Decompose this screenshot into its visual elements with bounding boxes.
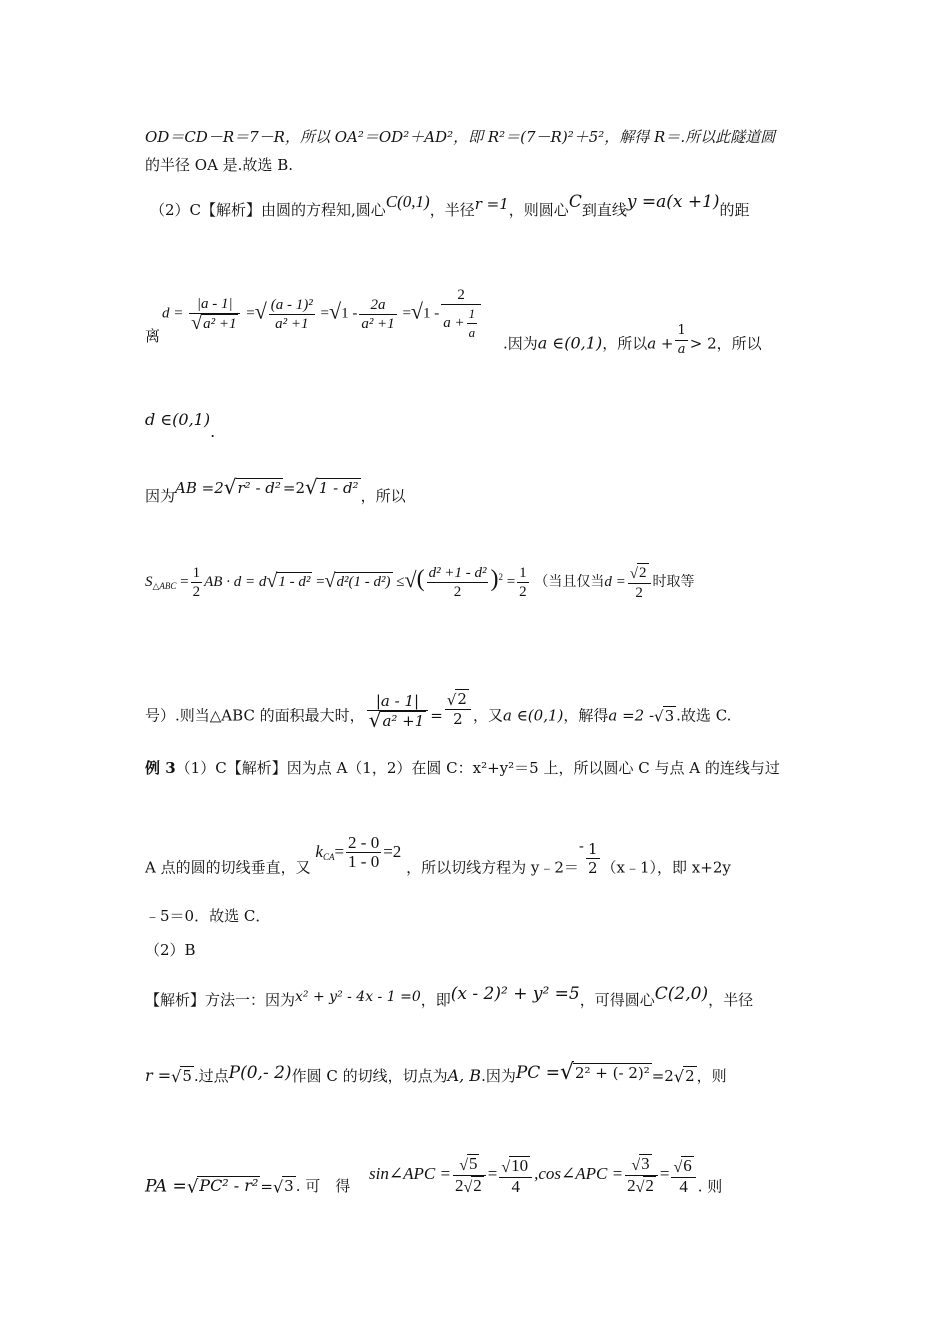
text: ，则圆心 (508, 201, 569, 219)
text-line: OD＝CD－R＝7－R，所以 OA²＝OD²＋AD²，即 R²＝(7－R)²＋5²，解得 R＝.所以此隧道圆 (145, 128, 776, 146)
text: 因为 (145, 487, 176, 505)
k-subscript: CA (322, 851, 335, 862)
fraction (441, 286, 481, 342)
radicand: 2 (685, 1067, 695, 1085)
circle-center: C(2,0) (654, 984, 709, 1004)
numerator: 2 (441, 286, 481, 305)
text: .因为 (503, 334, 538, 353)
text: ，半径 (708, 991, 754, 1009)
cos-label: ,cos∠APC = (534, 1164, 624, 1184)
d-eq: d = (604, 573, 626, 590)
a-value: a =2 - (608, 706, 655, 725)
radicand: 5 (468, 1154, 478, 1173)
circle-equation: x² + y² - 4x - 1 =0 (295, 989, 421, 1005)
denominator: 4 (679, 1176, 688, 1196)
line-equation: y =a(x +1) (626, 192, 720, 212)
text: （1）C【解析】因为点 A（1，2）在圆 C：x²+y²＝5 上，所以圆心 C 与点 A 的连线与过 (175, 759, 780, 777)
numerator: 1 (519, 565, 527, 581)
fraction (427, 564, 489, 601)
le: ≤ (396, 573, 405, 590)
text: .过点 (193, 1067, 229, 1085)
denominator: a (677, 342, 686, 357)
text-line: ﹣5＝0．故选 C． (145, 907, 271, 925)
fraction (191, 564, 203, 601)
radicand: 1 - d² (318, 479, 359, 497)
points-ab: A, B (447, 1066, 482, 1085)
fraction: $\frac{√10}{4}$ (499, 1156, 532, 1196)
numerator: 1 (192, 565, 201, 581)
numerator: 2 - 0 (348, 833, 380, 853)
text-line: PA =√PC² - r² =√3 . 可 得 sin∠APC = $\frac{√5}{2√2}$ = $\frac{√10}{4}$ ,cos∠APC = $\frac{√3}{2√2}$ = $\frac{√6}{4}$ . 则 (145, 1154, 723, 1198)
numerator: (a - 1)² (270, 296, 313, 313)
fraction (517, 564, 529, 601)
eq: = (659, 1164, 670, 1184)
text-line (145, 984, 754, 1011)
numerator: |a - 1| (189, 295, 240, 314)
numerator: 1 (587, 840, 598, 858)
denominator: 2 (453, 584, 462, 600)
k-symbol: k (315, 841, 323, 861)
text-line (503, 323, 762, 363)
ineq-part: a + (647, 334, 674, 353)
radicand: 2 (639, 565, 647, 581)
fraction (269, 296, 315, 333)
denominator: a² +1 (203, 316, 237, 332)
radicand: 2 (473, 1176, 482, 1195)
text: ，所以切线方程为 y﹣2＝ (406, 858, 579, 877)
fraction (675, 322, 687, 359)
distance-formula: d = $\frac{|a - 1|}{\text{√a² +1}}$ =√ $\frac{\text{(a - 1)²}}{\text{a² +1}}$ =√1 - $\frac{2a}{\text{a² +1}}$ =√1 - 2 a + $\frac{1}{a}$ (162, 286, 483, 342)
eq: =2 (282, 479, 306, 497)
radicand: PC² - r² (199, 1176, 259, 1196)
radicand: 2 (457, 690, 467, 708)
text-line: 离 (145, 327, 161, 345)
numerator: 1 (675, 322, 687, 341)
text: .因为 (481, 1067, 516, 1085)
denominator: 1 - 0 (348, 852, 380, 872)
text: 【解析】方法一：因为 (145, 991, 296, 1009)
radicand: r² - d² (237, 479, 281, 497)
analysis-lead: （2）C【解析】由圆的方程知,圆心 (150, 201, 386, 219)
text: A 点的圆的切线垂直，又 (145, 858, 311, 877)
denominator: a² +1 (382, 711, 425, 730)
text-line: r =√5 .过点P(0,- 2)作圆 C 的切线，切点为A, B.因为PC =√2² + (- 2)² =2√2 ，则 (145, 1060, 727, 1086)
text: （x﹣1），即 x+2y (601, 858, 731, 877)
r-eq: r = (145, 1066, 172, 1085)
radicand: 2 (645, 1176, 654, 1195)
eq: = (487, 1164, 498, 1184)
text: ，即 (420, 991, 451, 1009)
fraction: $\frac{√3}{2√2}$ (625, 1154, 658, 1197)
text: ，所以 (360, 487, 406, 505)
circle-standard-equation: (x - 2)² + y² =5 (450, 984, 580, 1004)
denominator: 2 (192, 584, 201, 600)
denominator: a² +1 (275, 315, 309, 332)
denominator: a² +1 (361, 315, 395, 332)
text: ，又 (472, 706, 503, 725)
fraction (346, 834, 381, 871)
text: 时取等 (652, 573, 695, 590)
den-part: a + (443, 314, 465, 331)
fraction (359, 296, 396, 333)
text-line: 的半径 OA 是.故选 B. (145, 156, 293, 174)
den-part: 2 (627, 1176, 636, 1195)
example-label: 例 3 (145, 759, 176, 777)
text-line (150, 192, 750, 220)
minus: - (578, 836, 584, 855)
a-range: a ∈(0,1) (537, 333, 603, 353)
d-eq: d = (162, 305, 184, 322)
text: 的距 (719, 201, 750, 219)
fraction: $\frac{√2}{2}$ (628, 563, 651, 602)
d-range (145, 410, 216, 441)
text: 号）.则当△ABC 的面积最大时， (145, 706, 365, 725)
text: ，可得圆心 (579, 991, 655, 1009)
denominator: a (468, 325, 476, 340)
text: . 则 (697, 1177, 723, 1196)
radicand: 1 - d² (278, 573, 311, 590)
text: ，解得 (563, 706, 609, 725)
slope-formula: $k_{CA}=$ $\frac{2 - 0}{1 - 0}$ =2 (315, 833, 402, 872)
point-p: P(0,- 2) (228, 1063, 292, 1083)
ab-eq: AB =2 (175, 479, 224, 497)
den-part: 2 (454, 1176, 464, 1195)
text-line (145, 758, 780, 778)
radicand: d²(1 - d²) (336, 573, 391, 590)
text: . (210, 422, 216, 441)
fraction: $\frac{√6}{4}$ (671, 1156, 695, 1196)
fraction: $\frac{|a - 1|}{\text{√a² +1}}$ (367, 692, 429, 730)
radicand: 3 (641, 1154, 650, 1173)
eq: =2 (651, 1067, 674, 1085)
s-subscript: △ABC (152, 580, 177, 591)
numerator: d² +1 - d² (428, 565, 487, 581)
text: ，所以 (602, 334, 648, 353)
center-symbol: C (568, 192, 582, 212)
ab-d: AB · d = d (204, 573, 267, 590)
a-range: a ∈(0,1) (502, 706, 564, 725)
numerator: |a - 1| (367, 692, 429, 711)
text: .故选 C. (676, 706, 732, 725)
k-rhs: =2 (383, 841, 402, 861)
text-line: （2）B (145, 941, 196, 959)
area-formula: $S_{\triangle ABC}$ = $\frac{1}{2}$ AB · d = d√1 - d² =√d²(1 - d²) ≤√( $\frac{\text{d² +1 - d²}}{2}$ )$^2$ = $\frac{1}{2}$ （当且仅当d = $\frac{√2}{2}$ 时取等 (145, 565, 695, 601)
text: ，则 (696, 1067, 727, 1085)
fraction: $\frac{√5}{2√2}$ (453, 1154, 486, 1197)
text-line: 因为AB =2√r² - d² =2√1 - d² ，所以 (145, 475, 406, 505)
s-symbol: S (145, 573, 153, 590)
denominator: 2 (519, 584, 527, 600)
fraction: $\frac{√2}{2}$ (445, 689, 471, 728)
fraction (586, 840, 600, 877)
pa-eq: PA = (145, 1176, 187, 1197)
one-minus: 1 - (422, 305, 440, 322)
circle-center: C(0,1) (385, 192, 430, 211)
text: . 可 得 (295, 1177, 351, 1196)
fraction: $\frac{|a - 1|}{\text{√a² +1}}$ (189, 295, 240, 333)
denominator: 2 (453, 710, 463, 728)
numerator: 2a (359, 296, 396, 315)
radicand: 3 (284, 1177, 294, 1196)
radicand: 5 (182, 1067, 192, 1085)
radicand: 10 (511, 1155, 529, 1175)
text: 到直线 (581, 201, 627, 219)
radicand: 2² + (- 2)² (574, 1064, 650, 1082)
text: 作圆 C 的切线，切点为 (291, 1067, 448, 1085)
denominator: 4 (511, 1176, 520, 1196)
sin-label: sin∠APC = (369, 1164, 451, 1184)
text: ，半径 (429, 201, 475, 219)
pc-eq: PC = (515, 1063, 560, 1083)
text-line (145, 833, 731, 887)
radius-value: r =1 (474, 195, 509, 213)
denominator: 2 (635, 585, 643, 601)
text: （当且仅当 (534, 573, 605, 590)
denominator: 2 (587, 859, 598, 877)
text: ，所以 (716, 334, 762, 353)
one-minus: 1 - (341, 305, 358, 322)
radicand: 6 (683, 1155, 692, 1175)
ineq-rhs: > 2 (689, 334, 717, 353)
eq: = (260, 1177, 273, 1196)
radicand: 3 (664, 706, 675, 725)
d-in: d ∈(0,1) (145, 410, 211, 429)
text-line: 号）.则当△ABC 的面积最大时， $\frac{|a - 1|}{\text{√a² +1}}$ = $\frac{√2}{2}$ ，又a ∈(0,1)，解得a =2 -√3 .故选 C. (145, 690, 732, 732)
numerator: 1 (467, 305, 478, 324)
